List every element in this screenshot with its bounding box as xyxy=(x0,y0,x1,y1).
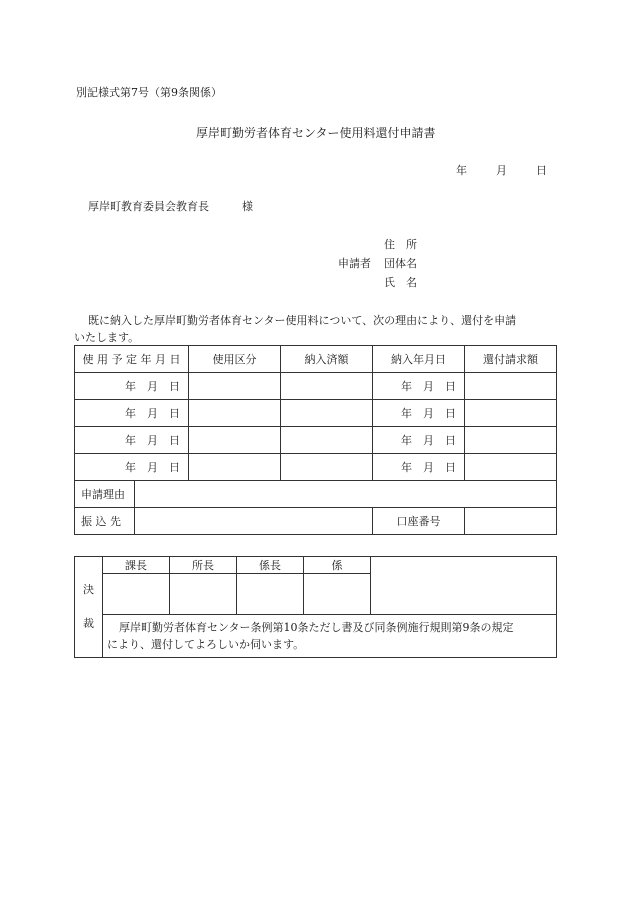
stamp-section-chief[interactable] xyxy=(103,574,170,615)
header-usage-category: 使用区分 xyxy=(189,346,281,373)
approval-side-label-bottom: 裁 xyxy=(83,617,94,630)
applicant-address-label: 住 所 xyxy=(384,238,417,251)
transfer-row xyxy=(75,508,557,535)
approval-note xyxy=(103,615,557,658)
applicant-label: 申請者 xyxy=(338,257,371,270)
form-number: 別記様式第7号（第9条関係） xyxy=(76,86,222,99)
refund-amount-cell[interactable] xyxy=(465,454,557,481)
approval-note-line2: により、還付してよろしいか伺います。 xyxy=(107,638,305,651)
recipient-name: 厚岸町教育委員会教育長 xyxy=(88,200,209,213)
payment-date-cell[interactable]: 年 月 日 xyxy=(373,400,465,427)
table-row xyxy=(75,400,557,427)
date-month: 月 xyxy=(496,164,507,177)
paid-amount-cell[interactable] xyxy=(281,400,373,427)
approval-side-label xyxy=(75,557,103,658)
payment-date-cell[interactable]: 年 月 日 xyxy=(373,427,465,454)
stamp-subsection-chief[interactable] xyxy=(237,574,304,615)
stamp-staff[interactable] xyxy=(304,574,371,615)
table-row xyxy=(75,373,557,400)
transfer-field[interactable] xyxy=(135,508,373,535)
approval-role-row xyxy=(75,557,557,574)
planned-date-cell[interactable]: 年 月 日 xyxy=(75,454,189,481)
transfer-label: 振 込 先 xyxy=(75,508,135,535)
date-year: 年 xyxy=(456,164,467,177)
approval-table xyxy=(74,556,557,658)
applicant-name-label: 氏 名 xyxy=(384,276,417,289)
account-field[interactable] xyxy=(465,508,557,535)
approval-note-line1: 厚岸町勤労者体育センター条例第10条ただし書及び同条例施行規則第9条の規定 xyxy=(119,621,514,634)
header-planned-date: 使 用 予 定 年 月 日 xyxy=(75,346,189,373)
reason-field[interactable] xyxy=(135,481,557,508)
recipient xyxy=(88,198,253,214)
role-director: 所長 xyxy=(170,557,237,574)
date-day: 日 xyxy=(536,164,547,177)
applicant-group-label: 団体名 xyxy=(384,257,417,270)
planned-date-cell[interactable]: 年 月 日 xyxy=(75,400,189,427)
paid-amount-cell[interactable] xyxy=(281,454,373,481)
account-label: 口座番号 xyxy=(373,508,465,535)
planned-date-cell[interactable]: 年 月 日 xyxy=(75,373,189,400)
planned-date-cell[interactable]: 年 月 日 xyxy=(75,427,189,454)
paid-amount-cell[interactable] xyxy=(281,373,373,400)
header-payment-date: 納入年月日 xyxy=(373,346,465,373)
usage-category-cell[interactable] xyxy=(189,373,281,400)
paid-amount-cell[interactable] xyxy=(281,427,373,454)
refund-amount-cell[interactable] xyxy=(465,400,557,427)
role-staff: 係 xyxy=(304,557,371,574)
refund-amount-cell[interactable] xyxy=(465,373,557,400)
body-text-line1: 既に納入した厚岸町勤労者体育センター使用料について、次の理由により、還付を申請 xyxy=(88,314,517,327)
stamp-director[interactable] xyxy=(170,574,237,615)
refund-amount-cell[interactable] xyxy=(465,427,557,454)
header-refund-amount: 還付請求額 xyxy=(465,346,557,373)
approval-blank xyxy=(371,557,557,615)
payment-date-cell[interactable]: 年 月 日 xyxy=(373,373,465,400)
usage-category-cell[interactable] xyxy=(189,427,281,454)
table-header-row xyxy=(75,346,557,373)
role-subsection-chief: 係長 xyxy=(237,557,304,574)
date-line xyxy=(456,162,547,178)
payment-date-cell[interactable]: 年 月 日 xyxy=(373,454,465,481)
reason-row xyxy=(75,481,557,508)
body-text-line2: いたします。 xyxy=(74,331,140,344)
table-row xyxy=(75,427,557,454)
header-paid-amount: 納入済額 xyxy=(281,346,373,373)
refund-table xyxy=(74,345,557,535)
approval-side-label-top: 決 xyxy=(83,583,94,596)
usage-category-cell[interactable] xyxy=(189,400,281,427)
role-section-chief: 課長 xyxy=(103,557,170,574)
page-title: 厚岸町勤労者体育センター使用料還付申請書 xyxy=(196,126,436,140)
recipient-honorific: 様 xyxy=(242,200,253,213)
approval-note-row xyxy=(75,615,557,658)
usage-category-cell[interactable] xyxy=(189,454,281,481)
reason-label: 申請理由 xyxy=(75,481,135,508)
table-row xyxy=(75,454,557,481)
